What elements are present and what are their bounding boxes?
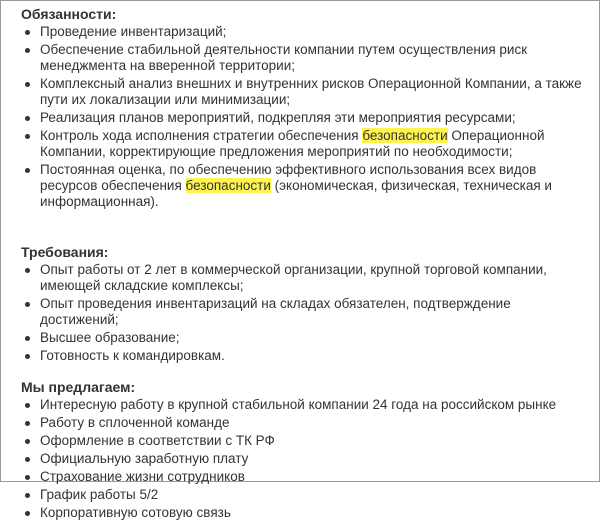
offer-list [21, 397, 589, 521]
requirements-list [21, 262, 589, 364]
list-item: Готовность к командировкам. [21, 348, 589, 364]
duties-heading: Обязанности: [21, 6, 117, 22]
list-item: Опыт проведения инвентаризаций на складах обязателен, подтверждение достижений; [21, 296, 589, 328]
list-item: Высшее образование; [21, 330, 589, 346]
list-item: Контроль хода исполнения стратегии обеспечения безопасности Операционной Компании, корректирующие предложения мероприятий по необходимости; [21, 128, 589, 160]
highlighted-keyword: безопасности [362, 128, 448, 143]
job-description [21, 5, 589, 523]
list-item: Работу в сплоченной команде [21, 415, 589, 431]
highlighted-keyword: безопасности [185, 178, 271, 193]
list-item: Проведение инвентаризаций; [21, 24, 589, 40]
offer-heading: Мы предлагаем: [21, 379, 136, 395]
list-item: Реализация планов мероприятий, подкрепляя эти мероприятия ресурсами; [21, 110, 589, 126]
list-item: Обеспечение стабильной деятельности компании путем осуществления риск менеджмента на вверенной территории; [21, 42, 589, 74]
list-item: Постоянная оценка, по обеспечению эффективного использования всех видов ресурсов обеспечения безопасности (экономическая, физическая, техническая и информационная). [21, 162, 589, 210]
list-item: Интересную работу в крупной стабильной компании 24 года на российском рынке [21, 397, 589, 413]
list-item: Оформление в соответствии с ТК РФ [21, 433, 589, 449]
list-item: Страхование жизни сотрудников [21, 469, 589, 485]
duties-list [21, 24, 589, 210]
list-item: Корпоративную сотовую связь [21, 505, 589, 521]
list-item: Опыт работы от 2 лет в коммерческой организации, крупной торговой компании, имеющей складские комплексы; [21, 262, 589, 294]
list-item: Официальную заработную плату [21, 451, 589, 467]
requirements-heading: Требования: [21, 244, 109, 260]
list-item: График работы 5/2 [21, 487, 589, 503]
list-item: Комплексный анализ внешних и внутренних рисков Операционной Компании, а также пути их локализации или минимизации; [21, 76, 589, 108]
